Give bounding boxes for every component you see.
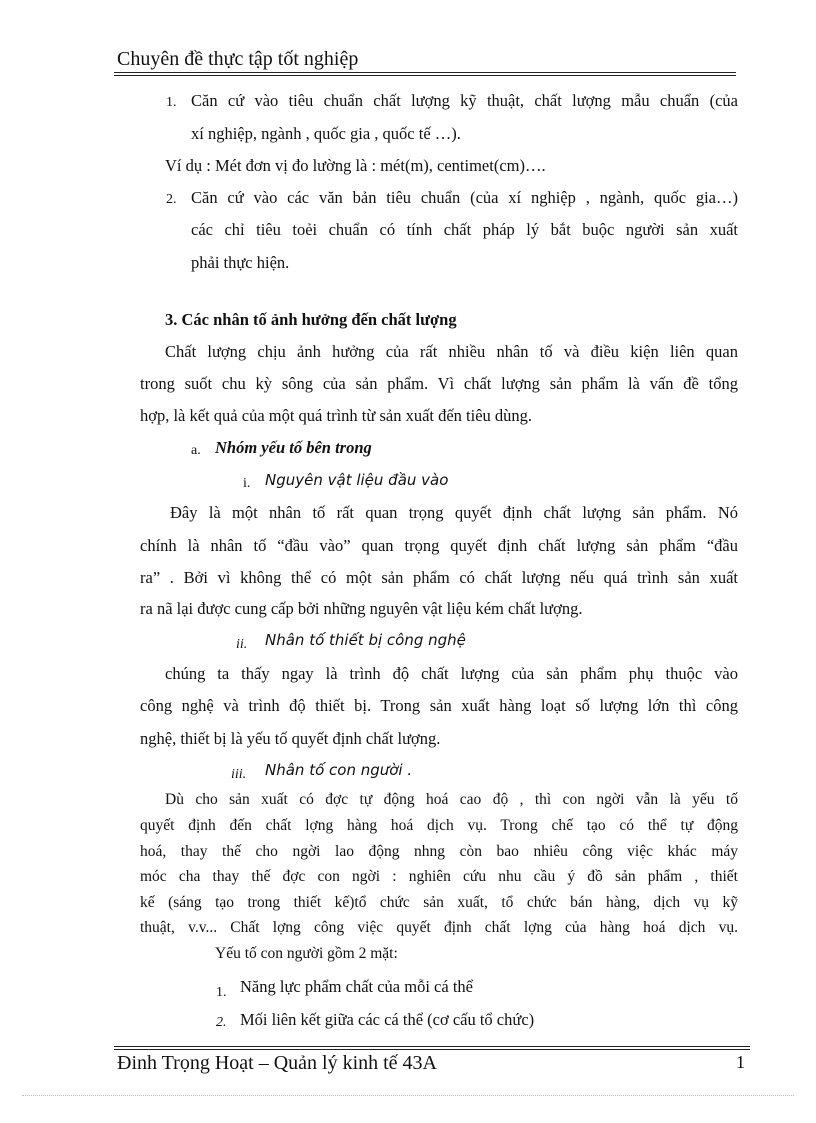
list-number: 1. [216,985,227,1000]
page-header-title: Chuyên đề thực tập tốt nghiệp [117,48,359,70]
subsection-marker: i. [243,476,251,491]
page-number: 1 [736,1052,745,1072]
paragraph-line: ra nã lại được cung cấp bởi những nguyên vật liệu kém chất lượng. [140,599,583,618]
page-bottom-dotted-line [22,1095,794,1096]
list-item-text: Mối liên kết giữa các cá thể (cơ cấu tổ chức) [240,1010,535,1029]
paragraph-line: quyết định đến chất lợng hàng hoá dịch vụ. Trong chế tạo có thể tự động [140,817,738,834]
list-item-text: các chỉ tiêu toẻi chuẩn có tính chất pháp lý bắt buộc người sản xuất [191,220,738,239]
list-number: 2. [216,1015,227,1030]
list-item-text: phải thực hiện. [191,253,290,272]
paragraph-line: Dù cho sản xuất có đợc tự động hoá cao độ , thì con ngời vẫn là yếu tố [165,791,738,808]
paragraph-line: Chất lượng chịu ảnh hưởng của rất nhiều nhân tố và điều kiện liên quan [165,342,738,361]
list-item-text: Căn cứ vào tiêu chuẩn chất lượng kỹ thuật, chất lượng mẫu chuẩn (của [191,91,738,110]
subsection-marker: ii. [236,637,248,652]
paragraph-line: trong suốt chu kỳ sông của sản phẩm. Vì chất lượng sản phẩm là vấn đề tổng [140,374,738,393]
subsection-marker: iii. [231,767,247,782]
list-item-text: Năng lực phẩm chất của mỗi cá thể [240,977,473,996]
list-item-text: Căn cứ vào các văn bản tiêu chuẩn (của xí nghiệp , ngành, quốc gia…) [191,188,738,207]
example-line: Ví dụ : Mét đơn vị đo lường là : mét(m), centimet(cm)…. [165,156,546,175]
list-item-text: xí nghiệp, ngành , quốc gia , quốc tế …). [191,124,461,143]
footer-rule-bottom [114,1049,750,1050]
paragraph-line: ra” . Bởi vì không thể có một sản phẩm có chất lượng nếu quá trình sản xuất [140,568,738,587]
subsection-title: Nhân tố thiết bị công nghệ [265,631,466,649]
paragraph-line: nghệ, thiết bị là yếu tố quyết định chất lượng. [140,729,441,748]
paragraph-line: hoá, thay thế cho ngời lao động nhng còn bao nhiêu công việc khác máy [140,843,738,860]
paragraph-line: công nghệ và trình độ thiết bị. Trong sản xuất hàng loạt số lượng lớn thì công [140,696,738,715]
paragraph-line: chính là nhân tố “đầu vào” quan trọng quyết định chất lượng sản phẩm “đầu [140,536,738,555]
subsection-title: Nguyên vật liệu đầu vào [265,471,449,489]
paragraph-line: kế (sáng tạo trong thiết kế)tổ chức sản xuất, tổ chức bán hàng, dịch vụ kỹ [140,894,738,911]
footer-author: Đinh Trọng Hoạt – Quản lý kinh tế 43A [117,1052,437,1074]
paragraph-line: chúng ta thấy ngay là trình độ chất lượng của sản phẩm phụ thuộc vào [165,664,738,683]
section-heading: 3. Các nhân tố ảnh hưởng đến chất lượng [165,310,457,329]
header-rule-top [114,72,736,73]
paragraph-line: móc cha thay thế đợc con ngời : nghiên cứu nhu cầu ý đồ sản phẩm , thiết [140,868,738,885]
aspects-intro: Yếu tố con người gồm 2 mặt: [215,945,398,962]
paragraph-line: hợp, là kết quả của một quá trình từ sản xuất đến tiêu dùng. [140,406,533,425]
group-marker: a. [191,443,201,458]
group-title: Nhóm yếu tố bên trong [215,438,372,457]
header-rule-bottom [114,75,736,76]
paragraph-line: thuật, v.v... Chất lợng công việc quyết định chất lợng của hàng hoá dịch vụ. [140,919,738,936]
paragraph-line: Đây là một nhân tố rất quan trọng quyết định chất lượng sản phẩm. Nó [170,503,738,522]
list-number: 1. [166,95,177,110]
list-number: 2. [166,192,177,207]
footer-rule-top [114,1046,750,1047]
subsection-title: Nhân tố con người . [265,761,413,779]
